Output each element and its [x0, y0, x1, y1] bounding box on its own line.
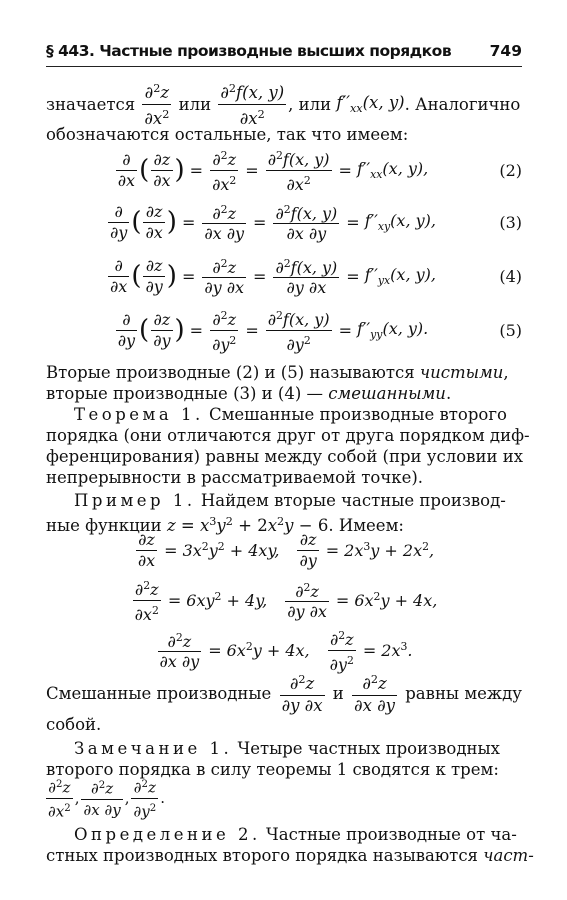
theorem-line-3: ференцирования) равны между собой (при условии их — [46, 447, 523, 466]
definition-label: Определение 2. — [74, 825, 261, 844]
pure-line-1: Вторые производные (2) и (5) называются чистыми, — [46, 363, 509, 382]
example-first-derivatives: $\frac{\partial z}{\partial x}$ = $3x^2y^2 + 4xy$, $\frac{\partial z}{\partial y}$ = $2x^3y + 2x^2$, — [137, 529, 435, 570]
equation-2: $\frac{\partial}{\partial x}$ ( $\frac{\partial z}{\partial x}$ ) = $\frac{\partial^2z}{\partial x^2}$ = $\frac{\partial^2f(x, y)}{\partial x^2}$ = $f''_{xx}(x$, y), (2) — [117, 148, 522, 194]
definition-line-2: стных производных второго порядка называются част- — [46, 846, 534, 865]
example-label: Пример 1. — [74, 491, 196, 510]
theorem-label: Теорема 1. — [74, 405, 204, 424]
example-second-derivatives-1: $\frac{\partial^2z}{\partial x^2}$ = $6xy^2 + 4y$, $\frac{\partial^2z}{\partial y \partial x}$ = $6x^2y + 4x$, — [134, 578, 438, 624]
example-line-1: Пример 1. Найдем вторые частные производ- — [74, 491, 506, 510]
theorem-line-2: порядка (они отличаются друг от друга порядком диф- — [46, 426, 530, 445]
definition-line-1: Определение 2. Частные производные от ча- — [74, 825, 517, 844]
equation-number-4: (4) — [499, 266, 522, 286]
remark-formula-list: $\frac{\partial^2z}{\partial x^2}$ , $\frac{\partial^2z}{\partial x \partial y}$ , $\frac{\partial^2z}{\partial y^2}$ . — [46, 778, 522, 818]
intro-word-2: или — [178, 94, 212, 114]
fxx-notation: $f''_{xx}(x$, y) — [336, 93, 405, 115]
theorem-line-1: Теорема 1. Смешанные производные второго — [74, 405, 507, 424]
intro-word-1: значается — [46, 94, 136, 114]
running-header — [46, 40, 522, 67]
remark-line-1: Замечание 1. Четыре частных производных — [74, 739, 500, 758]
intro-line-1 — [46, 82, 522, 128]
intro-line-2: обозначаются остальные, так что имеем: — [46, 125, 409, 144]
page-number: 749 — [489, 42, 522, 60]
theorem-line-4: непрерывности в рассматриваемой точке). — [46, 468, 424, 487]
equation-number-3: (3) — [499, 212, 522, 232]
equation-3: $\frac{\partial}{\partial y}$ ( $\frac{\partial z}{\partial x}$ ) = $\frac{\partial^2z}{\partial x \partial y}$ = $\frac{\partial^2f(x, y)}{\partial x \partial y}$ = $f''_{xy}(x$, y), (3) — [110, 201, 522, 244]
example-second-derivatives-2: $\frac{\partial^2z}{\partial x \partial y}$ = $6x^2y + 4x$, $\frac{\partial^2z}{\partial y^2}$ = $2x^3$. — [159, 628, 413, 674]
remark-label: Замечание 1. — [74, 739, 233, 758]
intro-word-4: . Аналогично — [404, 94, 521, 114]
mixed-sentence-line-2: собой. — [46, 715, 102, 734]
equation-number-5: (5) — [499, 320, 522, 340]
remark-line-2: второго порядка в силу теоремы 1 сводятся к трем: — [46, 760, 499, 779]
fraction-d2f-dx2: $\frac{\partial^2f(x, y)}{\partial x^2}$ — [220, 82, 285, 128]
intro-word-3: , или — [288, 94, 332, 114]
mixed-sentence-line-1: Смешанные производные $\frac{\partial^2z}{\partial y \partial x}$ и $\frac{\partial^2z}{\partial x \partial y}$ равны между — [46, 673, 522, 715]
example-line-2: ные функции $z = x^3y^2 + 2x^2y - 6$. Имеем: — [46, 515, 404, 536]
pure-line-2: вторые производные (3) и (4) — смешанными. — [46, 384, 452, 403]
equation-5: $\frac{\partial}{\partial y}$ ( $\frac{\partial z}{\partial y}$ ) = $\frac{\partial^2z}{\partial y^2}$ = $\frac{\partial^2f(x, y)}{\partial y^2}$ = $f''_{yy}(x$, y). (5) — [117, 308, 522, 354]
equation-4: $\frac{\partial}{\partial x}$ ( $\frac{\partial z}{\partial y}$ ) = $\frac{\partial^2z}{\partial y \partial x}$ = $\frac{\partial^2f(x, y)}{\partial y \partial x}$ = $f''_{yx}(x$, y), (4) — [110, 255, 522, 298]
fraction-d2z-dx2: $\frac{\partial^2z}{\partial x^2}$ — [144, 82, 170, 128]
equation-number-2: (2) — [499, 160, 522, 180]
section-title: § 443. Частные производные высших порядков — [46, 42, 452, 60]
